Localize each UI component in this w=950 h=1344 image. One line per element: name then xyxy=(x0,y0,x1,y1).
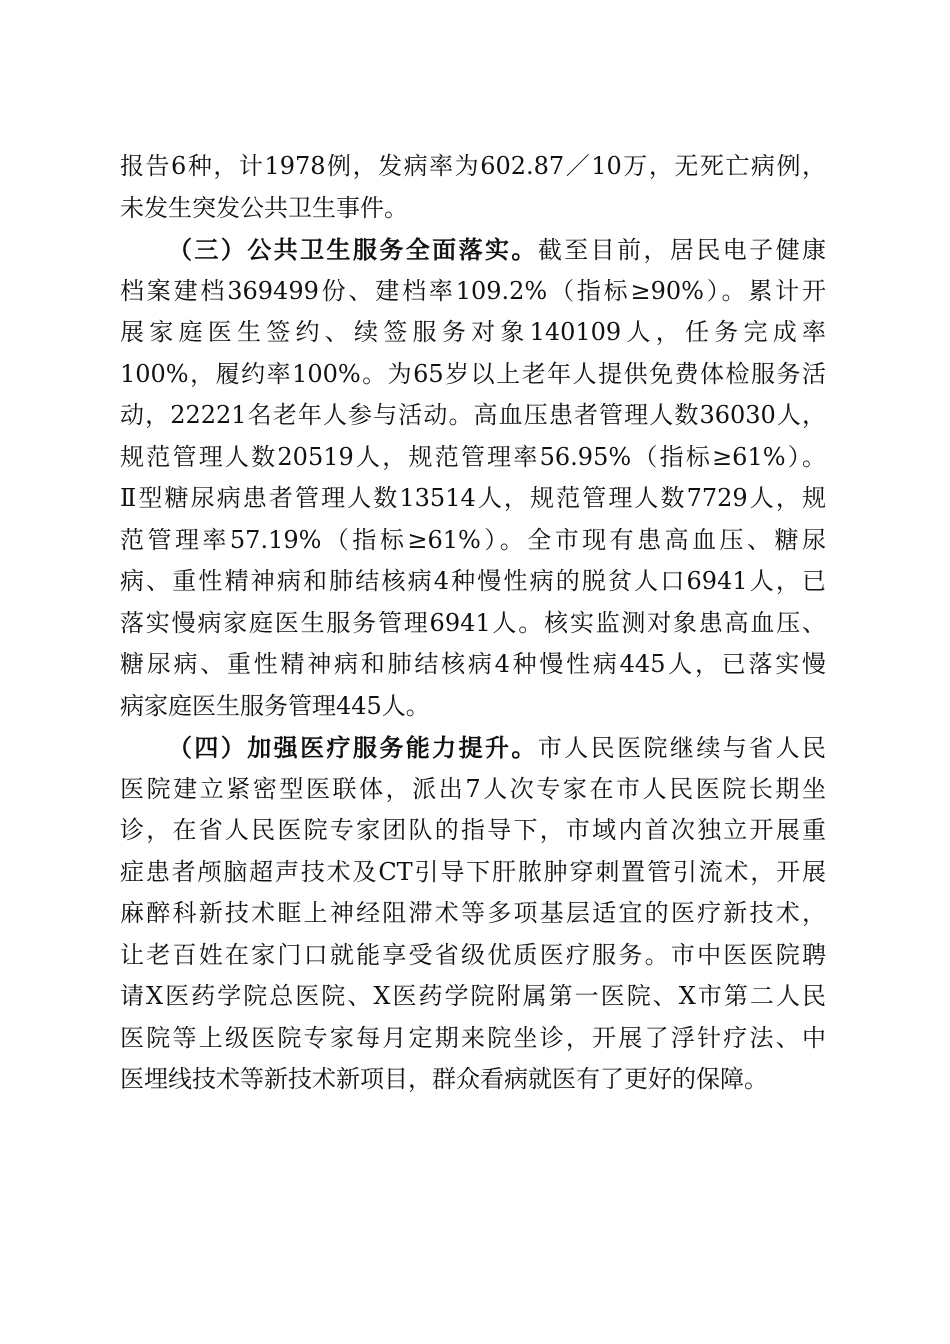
text-line: 范管理率57.19%（指标≥61%）。全市现有患高血压、糖尿 xyxy=(120,525,826,554)
text-line: 展家庭医生签约、续签服务对象140109人，任务完成率 xyxy=(120,318,826,346)
section-heading-public-health: （三）公共卫生服务全面落实。 xyxy=(168,235,538,264)
text-line: 诊，在省人民医院专家团队的指导下，市域内首次独立开展重 xyxy=(120,816,826,844)
document-body xyxy=(120,146,826,1101)
text-fragment: 市人民医院继续与省人民 xyxy=(537,734,827,762)
text-line: 请X医药学院总医院、X医药学院附属第一医院、X市第二人民 xyxy=(120,982,826,1010)
paragraph-public-health xyxy=(120,229,826,727)
text-line: 病、重性精神病和肺结核病4种慢性病的脱贫人口6941人，已 xyxy=(120,567,826,595)
text-line: 动，22221名老年人参与活动。高血压患者管理人数36030人， xyxy=(120,401,826,429)
text-line: Ⅱ型糖尿病患者管理人数13514人，规范管理人数7729人，规 xyxy=(120,484,826,512)
text-line: 档案建档369499份、建档率109.2%（指标≥90%）。累计开 xyxy=(120,276,826,305)
text-line: 让老百姓在家门口就能享受省级优质医疗服务。市中医医院聘 xyxy=(120,940,826,969)
text-line: 症患者颅脑超声技术及CT引导下肝脓肿穿刺置管引流术，开展 xyxy=(120,857,826,886)
text-line: 未发生突发公共卫生事件。 xyxy=(120,193,408,222)
text-line: 麻醉科新技术眶上神经阻滞术等多项基层适宜的医疗新技术， xyxy=(120,899,826,927)
text-fragment: 截至目前，居民电子健康 xyxy=(537,236,827,264)
text-line: 医埋线技术等新技术新项目，群众看病就医有了更好的保障。 xyxy=(120,1065,768,1093)
paragraph-medical-service xyxy=(120,727,826,1101)
section-heading-medical-service: （四）加强医疗服务能力提升。 xyxy=(168,733,538,762)
text-line: 医院等上级医院专家每月定期来院坐诊，开展了浮针疗法、中 xyxy=(120,1023,826,1052)
text-line xyxy=(120,727,826,769)
text-line: 病家庭医生服务管理445人。 xyxy=(120,691,430,720)
paragraph-disease-report xyxy=(120,146,826,229)
text-line: 100%，履约率100%。为65岁以上老年人提供免费体检服务活 xyxy=(120,359,826,388)
text-line: 落实慢病家庭医生服务管理6941人。核实监测对象患高血压、 xyxy=(120,608,826,637)
text-line: 规范管理人数20519人，规范管理率56.95%（指标≥61%）。 xyxy=(120,442,826,471)
text-line: 医院建立紧密型医联体，派出7人次专家在市人民医院长期坐 xyxy=(120,774,826,803)
text-line xyxy=(120,229,826,271)
text-line: 报告6种，计1978例，发病率为602.87／10万，无死亡病例， xyxy=(120,152,826,180)
text-line: 糖尿病、重性精神病和肺结核病4种慢性病445人，已落实慢 xyxy=(120,650,826,678)
